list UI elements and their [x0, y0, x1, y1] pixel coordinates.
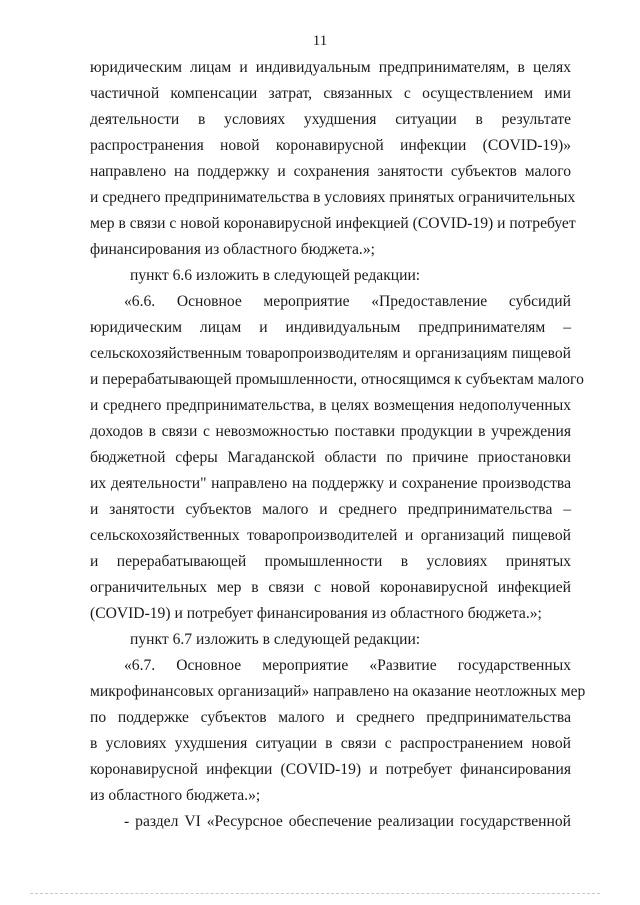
text-line: сельскохозяйственных товаропроизводителей и организаций пищевой: [90, 527, 571, 544]
text-line: микрофинансовых организаций» направлено на оказание неотложных мер: [90, 683, 586, 700]
paragraph-lead-line: «6.6. Основное мероприятие «Предоставление субсидий: [124, 293, 571, 310]
text-line: доходов в связи с невозможностью поставки продукции в учреждения: [90, 423, 571, 440]
text-line: юридическим лицам и индивидуальным предпринимателям, в целях: [90, 59, 571, 76]
text-line: в условиях ухудшения ситуации в связи с распространением новой: [90, 735, 571, 752]
text-line: частичной компенсации затрат, связанных с осуществлением ими: [90, 85, 571, 102]
text-line: их деятельности" направлено на поддержку и сохранение производства: [90, 475, 571, 492]
text-line: юридическим лицам и индивидуальным предпринимателям –: [90, 319, 571, 336]
text-line: (COVID-19) и потребует финансирования из областного бюджета.»;: [90, 605, 542, 622]
text-line: коронавирусной инфекции (COVID-19) и потребует финансирования: [90, 761, 571, 778]
paragraph-lead-line: пункт 6.7 изложить в следующей редакции:: [130, 631, 421, 648]
paragraph-lead-line: «6.7. Основное мероприятие «Развитие государственных: [124, 657, 571, 674]
scan-edge-divider: [30, 893, 600, 894]
text-line: по поддержке субъектов малого и среднего предпринимательства: [90, 709, 571, 726]
text-line: направлено на поддержку и сохранения занятости субъектов малого: [90, 163, 571, 180]
text-line: и среднего предпринимательства в условиях принятых ограничительных: [90, 189, 576, 206]
text-line: и занятости субъектов малого и среднего предпринимательства –: [90, 501, 571, 518]
text-line: бюджетной сферы Магаданской области по причине приостановки: [90, 449, 571, 466]
text-line: из областного бюджета.»;: [90, 787, 261, 804]
text-line: мер в связи с новой коронавирусной инфекцией (COVID-19) и потребует: [90, 215, 576, 232]
page-number: 11: [312, 33, 328, 49]
text-line: и перерабатывающей промышленности в условиях принятых: [90, 553, 571, 570]
text-line: и среднего предпринимательства, в целях возмещения недополученных: [90, 397, 571, 414]
text-line: ограничительных мер в связи с новой коронавирусной инфекцией: [90, 579, 571, 596]
text-line: сельскохозяйственным товаропроизводителям и организациям пищевой: [90, 345, 571, 362]
text-line: финансирования из областного бюджета.»;: [90, 241, 375, 258]
text-line: деятельности в условиях ухудшения ситуации в результате: [90, 111, 571, 128]
paragraph-lead-line: пункт 6.6 изложить в следующей редакции:: [130, 267, 421, 284]
text-line: распространения новой коронавирусной инфекции (COVID-19)»: [90, 137, 571, 154]
text-line: и перерабатывающей промышленности, относящимся к субъектам малого: [90, 371, 584, 388]
paragraph-lead-line: - раздел VI «Ресурсное обеспечение реализации государственной: [124, 813, 571, 830]
